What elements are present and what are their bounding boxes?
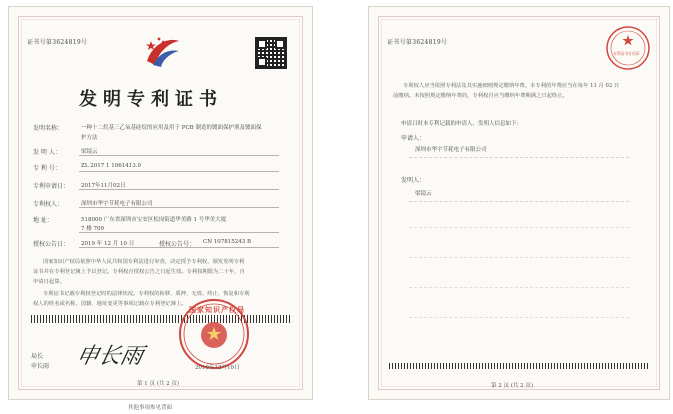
patent-number-label: 专 利 号： (33, 165, 61, 172)
footer-note: 其他事项参见背面 (128, 405, 173, 411)
patent-stamp-icon (605, 25, 651, 71)
legal-paragraph-1: 国家知识产权局依照中华人民共和国专利法进行审查，决定授予专利权，颁发发明专利 证书并在专利登记簿上予以登记。专利权自授权公告之日起生效。专利权期限为二十年，自 申请日起算。 (33, 259, 245, 285)
grant-number-value: CN 107815243 B (203, 239, 252, 245)
address-label: 地 址： (33, 217, 53, 224)
page-footer: 第 1 页 (共 2 页) (137, 381, 180, 387)
inventor-label: 发明人： (401, 177, 426, 184)
filing-date-value: 2017年11月02日 (81, 183, 126, 189)
applicant-label: 申请人： (401, 135, 426, 142)
annual-fee-paragraph: 专利权人应当依照专利法及其实施细则规定缴纳年费。本专利的年费应当在每年 11 月 02 日 前缴纳。未按照规定缴纳年费的，专利权自应当缴纳年费期满之日起终止。 (393, 83, 620, 99)
patentee-label: 专利权人： (33, 201, 64, 208)
director-signature: 申长雨 (73, 344, 146, 369)
director-name: 申长雨 (31, 363, 50, 370)
inventor-label: 发 明 人： (33, 149, 61, 156)
certificate-number: 证书号第3624819号 (387, 39, 448, 46)
grant-number-label: 授权公告号： (159, 241, 196, 248)
grant-date-label: 授权公告日： (33, 241, 70, 248)
inventor-value: 梁镜云 (415, 191, 432, 197)
barcode (31, 315, 291, 323)
applicant-info-intro: 申请日时本专利记载的申请人、发明人信息如下： (401, 121, 523, 127)
cnipa-logo-icon (139, 31, 183, 71)
invention-name-value-cont: 护方法 (81, 135, 98, 141)
certificate-title: 发明专利证书 (79, 89, 223, 110)
inventor-value: 梁镜云 (81, 149, 98, 155)
address-value-cont: 7 楼 709 (81, 226, 104, 232)
invention-name-value: 一种十二烷基三乙氧基硅烷的应用及用于 PCB 制造的镀面保护剂及镀面保 (81, 125, 262, 131)
certificate-number: 证书号第3624819号 (27, 39, 88, 46)
invention-name-label: 发明名称： (33, 125, 64, 132)
director-title: 局长 (31, 353, 44, 360)
grant-date-value: 2019 年 12 月 10 日 (81, 241, 135, 247)
certificate-page-back (368, 6, 670, 400)
address-value: 518000 广东省深圳市宝安区松岗街道华美路 1 号华美大厦 (81, 217, 227, 223)
certificate-page-front (8, 6, 313, 400)
seal-date: 2019年12月10日 (195, 365, 240, 371)
stamp-text: 专利证书专用章 (613, 51, 640, 56)
barcode (389, 363, 649, 369)
filing-date-label: 专利申请日： (33, 183, 70, 190)
patent-number-value: ZL 2017 1 1061413.0 (81, 163, 141, 169)
legal-paragraph-2: 专利证书记载专利权登记时的法律状况。专利权的转移、质押、无效、终止、恢复和专利 权人的姓名或名称、国籍、地址变更等事项记载在专利登记簿上。 (33, 291, 250, 307)
page-footer: 第 2 页 (共 2 页) (491, 383, 534, 389)
applicant-value: 深圳市华宇节耗电子有限公司 (415, 147, 487, 153)
patentee-value: 深圳市华宇节耗电子有限公司 (81, 201, 153, 207)
seal-text: 国家知识产权局 (189, 305, 245, 314)
qr-code (255, 37, 287, 69)
